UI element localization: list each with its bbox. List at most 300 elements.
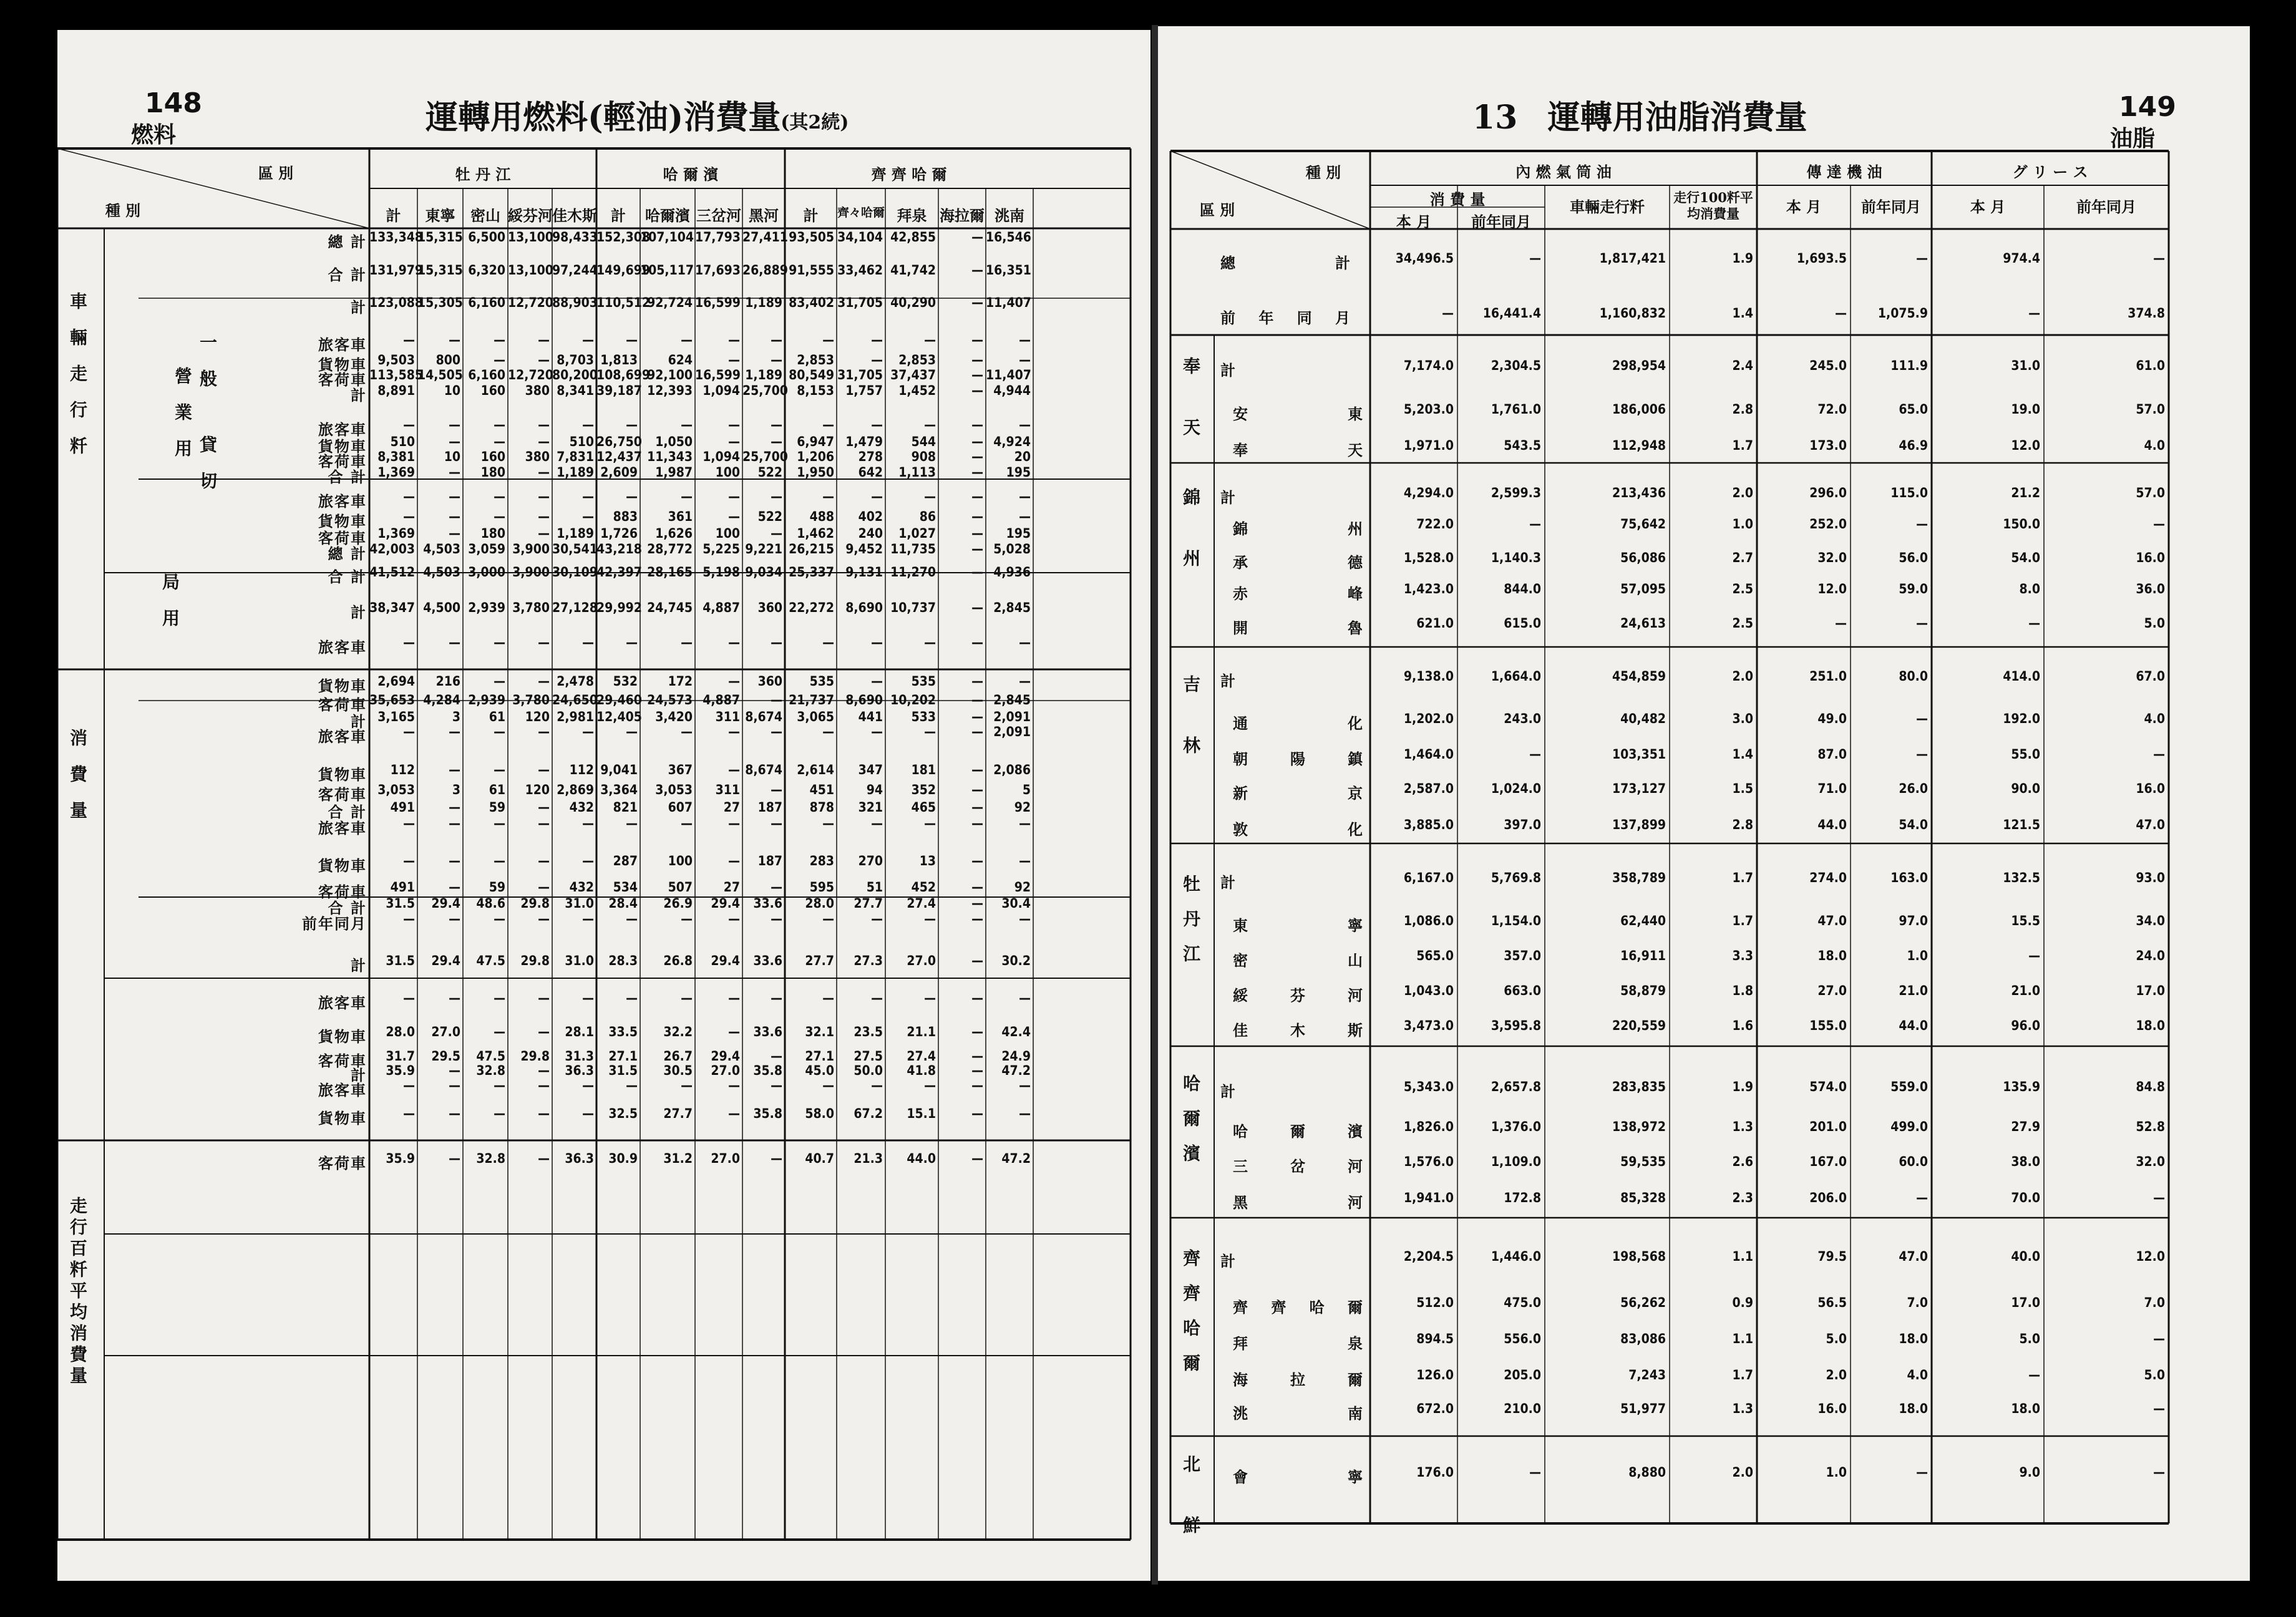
table-cell: 47.0 [2136, 817, 2165, 832]
row-label: 合 計 [328, 468, 367, 486]
table-cell: 29.4 [711, 1049, 740, 1064]
table-cell: 187 [757, 853, 782, 868]
table-cell: 1,075.9 [1877, 306, 1928, 321]
table-cell: — [2153, 1190, 2165, 1205]
table-cell: 6,167.0 [1403, 870, 1454, 885]
table-cell: — [728, 816, 740, 831]
table-cell: — [494, 417, 505, 432]
table-cell: — [822, 417, 834, 432]
table-cell: 1,189 [557, 465, 594, 480]
table-cell: — [1019, 1106, 1031, 1121]
table-cell: — [1916, 616, 1928, 631]
table-cell: 3,364 [600, 782, 638, 797]
table-cell: 3,595.8 [1491, 1018, 1541, 1033]
table-cell: 17,793 [695, 230, 741, 245]
table-cell: — [494, 1106, 505, 1121]
table-cell: — [681, 816, 693, 831]
table-cell: 29.4 [711, 896, 740, 911]
table-cell: 26.7 [663, 1049, 693, 1064]
table-cell: 29.8 [520, 953, 550, 968]
table-cell: 31.0 [565, 896, 594, 911]
table-cell: — [822, 635, 834, 650]
table-cell: 25,700 [742, 383, 788, 398]
table-cell: — [1019, 991, 1031, 1006]
table-cell: 57.0 [2136, 485, 2165, 500]
table-cell: 4,887 [703, 600, 740, 615]
table-cell: 2.0 [1732, 1465, 1753, 1480]
table-cell: 2,614 [797, 762, 834, 777]
table-cell: 9.0 [2019, 1465, 2040, 1480]
table-cell: 92 [1014, 800, 1031, 815]
table-cell: — [728, 434, 740, 449]
table-cell: — [1916, 251, 1928, 266]
table-cell: 1,826.0 [1403, 1119, 1454, 1134]
table-cell: 57,095 [1620, 581, 1666, 596]
table-cell: 28.4 [608, 896, 638, 911]
table-cell: 11,407 [986, 367, 1031, 382]
table-cell: 180 [480, 526, 505, 541]
table-cell: — [2028, 616, 2040, 631]
table-cell: 11,343 [647, 449, 693, 464]
table-cell: 12.0 [1817, 581, 1847, 596]
row-label: 旅客車 [318, 994, 367, 1012]
table-cell: 1.9 [1732, 1079, 1753, 1094]
table-cell: 201.0 [1809, 1119, 1847, 1134]
table-cell: 79.5 [1817, 1249, 1847, 1264]
table-cell: 1,094 [703, 449, 740, 464]
table-cell: 24,613 [1620, 616, 1666, 631]
table-cell: — [2028, 306, 2040, 321]
table-cell: 360 [757, 674, 782, 689]
table-cell: 18.0 [1899, 1331, 1928, 1346]
table-cell: 36.3 [565, 1063, 594, 1078]
table-cell: 4,944 [993, 383, 1031, 398]
table-cell: — [403, 1078, 415, 1093]
table-cell: 83,402 [789, 295, 834, 310]
table-cell: — [771, 692, 782, 707]
table-cell: 133,348 [369, 230, 424, 245]
table-cell: 35,653 [369, 692, 415, 707]
table-cell: 624 [668, 352, 693, 367]
table-cell: 25,700 [742, 449, 788, 464]
table-cell: — [681, 333, 693, 347]
table-cell: 31.5 [608, 1063, 638, 1078]
table-cell: 39,187 [596, 383, 642, 398]
table-cell: 1,086.0 [1403, 913, 1454, 928]
table-cell: — [403, 635, 415, 650]
table-cell: — [449, 991, 460, 1006]
table-cell: — [771, 526, 782, 541]
table-cell: 2.3 [1732, 1190, 1753, 1205]
table-cell: — [822, 911, 834, 926]
table-cell: 16.0 [2136, 550, 2165, 565]
table-cell: 31.0 [565, 953, 594, 968]
table-cell: — [771, 991, 782, 1006]
table-cell: 1,761.0 [1491, 402, 1541, 417]
table-cell: 894.5 [1416, 1331, 1454, 1346]
table-cell: 2.4 [1732, 358, 1753, 373]
table-cell: 3,885.0 [1403, 817, 1454, 832]
table-cell: 544 [911, 434, 936, 449]
table-cell: 1,189 [745, 367, 782, 382]
table-cell: — [681, 991, 693, 1006]
table-cell: 9,452 [845, 541, 883, 556]
table-cell: — [971, 449, 983, 464]
table-cell: 110,512 [596, 295, 651, 310]
table-cell: 27.0 [1817, 983, 1847, 998]
region-label: 哈爾濱 [1180, 1074, 1201, 1179]
column-header: 三岔河 [696, 206, 741, 225]
table-cell: 9,131 [845, 565, 883, 580]
table-cell: 40.7 [805, 1151, 834, 1166]
table-cell: 100 [668, 853, 693, 868]
table-cell: — [771, 489, 782, 504]
row-label: 旅客車 [318, 1081, 367, 1099]
table-cell: 27.7 [854, 896, 883, 911]
table-cell: 41,742 [890, 263, 936, 278]
table-cell: 1,528.0 [1403, 550, 1454, 565]
table-cell: 29.8 [520, 1049, 550, 1064]
table-cell: 10 [444, 449, 460, 464]
table-cell: 17,693 [695, 263, 741, 278]
table-cell: 12,393 [647, 383, 693, 398]
table-cell: 120 [525, 709, 550, 724]
table-cell: 1,043.0 [1403, 983, 1454, 998]
table-cell: 1,369 [377, 465, 415, 480]
row-label: 合 計 [328, 803, 367, 821]
table-cell: 361 [668, 509, 693, 524]
table-cell: 27.4 [907, 896, 936, 911]
column-header: 黑河 [749, 206, 779, 225]
table-cell: 1.7 [1732, 870, 1753, 885]
table-cell: 216 [435, 674, 460, 689]
table-cell: — [582, 991, 594, 1006]
table-cell: — [538, 434, 550, 449]
table-cell: — [449, 465, 460, 480]
table-cell: 4.0 [2144, 438, 2165, 453]
table-cell: — [494, 509, 505, 524]
table-cell: 821 [613, 800, 638, 815]
table-cell: — [971, 417, 983, 432]
left-page [57, 30, 1150, 1581]
table-cell: 8.0 [2019, 581, 2040, 596]
table-cell: — [494, 1078, 505, 1093]
table-cell: 298,954 [1612, 358, 1666, 373]
table-cell: 2,086 [993, 762, 1031, 777]
table-cell: 1,813 [600, 352, 638, 367]
table-cell: — [449, 911, 460, 926]
table-cell: 3 [452, 709, 460, 724]
row-label: 總 計 [328, 233, 367, 251]
table-cell: — [771, 635, 782, 650]
column-header: 哈爾濱 [645, 206, 690, 225]
table-cell: 28.0 [386, 1024, 415, 1039]
table-cell: 115.0 [1890, 485, 1928, 500]
table-cell: — [1916, 711, 1928, 726]
row-label: 東 寧 [1233, 916, 1364, 935]
column-header: 海拉爾 [940, 206, 985, 225]
table-cell: 107,104 [640, 230, 694, 245]
table-cell: 1,971.0 [1403, 438, 1454, 453]
table-cell: 11,270 [890, 565, 936, 580]
table-cell: 26.9 [663, 896, 693, 911]
title-text: 運轉用燃料(輕油)消費量 [426, 99, 781, 137]
table-cell: 113,585 [369, 367, 424, 382]
table-cell: — [494, 911, 505, 926]
table-cell: 60.0 [1899, 1154, 1928, 1169]
table-cell: 534 [613, 880, 638, 895]
table-cell: 4,503 [423, 541, 460, 556]
table-cell: 1,376.0 [1491, 1119, 1541, 1134]
table-cell: — [1916, 747, 1928, 762]
table-cell: 26,750 [596, 434, 642, 449]
title-text: 運轉用油脂消費量 [1547, 99, 1807, 137]
table-cell: 27.5 [854, 1049, 883, 1064]
table-cell: — [871, 417, 883, 432]
table-cell: 31,705 [837, 367, 883, 382]
table-cell: 4,936 [993, 565, 1031, 580]
region-label: 北鮮 [1180, 1455, 1201, 1577]
table-cell: 8,690 [845, 600, 883, 615]
table-cell: — [494, 816, 505, 831]
table-cell: 85,328 [1620, 1190, 1666, 1205]
table-cell: 1.3 [1732, 1401, 1753, 1416]
table-cell: 26,889 [742, 263, 788, 278]
column-header: 綏芬河 [508, 206, 553, 225]
table-cell: — [971, 383, 983, 398]
table-cell: — [2153, 251, 2165, 266]
table-cell: 27.9 [2011, 1119, 2040, 1134]
table-cell: — [538, 911, 550, 926]
table-cell: 9,138.0 [1403, 669, 1454, 684]
row-label: 貨物車 [318, 1109, 367, 1127]
table-cell: — [681, 489, 693, 504]
table-cell: 722.0 [1416, 517, 1454, 532]
row-label: 計 [1220, 361, 1237, 379]
table-cell: — [771, 782, 782, 797]
table-cell: 32.2 [663, 1024, 693, 1039]
table-cell: — [771, 880, 782, 895]
table-cell: — [2153, 1401, 2165, 1416]
table-cell: 432 [569, 800, 594, 815]
table-cell: 559.0 [1890, 1079, 1928, 1094]
title-note: (其2続) [781, 112, 849, 134]
table-cell: — [626, 1078, 638, 1093]
table-cell: 90.0 [2011, 781, 2040, 796]
table-cell: 149,699 [596, 263, 651, 278]
table-cell: 93,505 [789, 230, 834, 245]
table-cell: — [771, 724, 782, 739]
table-cell: 51,977 [1620, 1401, 1666, 1416]
table-cell: — [971, 263, 983, 278]
table-cell: 24,745 [647, 600, 693, 615]
table-cell: 155.0 [1809, 1018, 1847, 1033]
table-cell: 160 [480, 383, 505, 398]
table-cell: 352 [911, 782, 936, 797]
table-cell: 9,221 [745, 541, 782, 556]
table-cell: 105,117 [640, 263, 694, 278]
table-cell: 3 [452, 782, 460, 797]
table-cell: 72.0 [1817, 402, 1847, 417]
table-cell: 12,720 [508, 295, 553, 310]
table-cell: 54.0 [1899, 817, 1928, 832]
table-cell: — [626, 911, 638, 926]
table-cell: 3,473.0 [1403, 1018, 1454, 1033]
table-cell: 1,664.0 [1491, 669, 1541, 684]
table-cell: 5.0 [2144, 616, 2165, 631]
table-cell: 2.8 [1732, 817, 1753, 832]
column-header: 拜泉 [897, 206, 927, 225]
table-cell: — [971, 1078, 983, 1093]
table-cell: — [681, 724, 693, 739]
table-cell: 1,576.0 [1403, 1154, 1454, 1169]
table-cell: — [1529, 1465, 1541, 1480]
table-cell: 451 [809, 782, 834, 797]
table-cell: 26.8 [663, 953, 693, 968]
table-cell: 31.0 [2011, 358, 2040, 373]
table-cell: — [449, 635, 460, 650]
table-cell: 1,941.0 [1403, 1190, 1454, 1205]
table-cell: — [1019, 352, 1031, 367]
table-cell: — [971, 674, 983, 689]
table-cell: 17.0 [2011, 1295, 2040, 1310]
table-cell: 367 [668, 762, 693, 777]
table-cell: — [971, 762, 983, 777]
table-cell: — [971, 911, 983, 926]
table-cell: — [538, 1024, 550, 1039]
table-cell: — [582, 509, 594, 524]
column-group-header: 傳 達 機 油 [1806, 163, 1882, 181]
table-cell: 59,535 [1620, 1154, 1666, 1169]
table-cell: 54.0 [2011, 550, 2040, 565]
table-cell: — [403, 417, 415, 432]
table-cell: 1.0 [1907, 948, 1928, 963]
row-label: 計 [1220, 1252, 1237, 1270]
table-cell: — [971, 465, 983, 480]
table-cell: 4,924 [993, 434, 1031, 449]
column-header: 佳木斯 [552, 206, 597, 225]
corner-label-top: 區 別 [258, 164, 294, 182]
table-cell: — [626, 816, 638, 831]
table-cell: — [538, 489, 550, 504]
table-cell: 28.3 [608, 953, 638, 968]
table-cell: 574.0 [1809, 1079, 1847, 1094]
row-label: 客荷車 [318, 1154, 367, 1172]
table-cell: 47.5 [476, 953, 505, 968]
table-cell: 33.6 [753, 953, 782, 968]
row-label: 前年同月 [302, 915, 367, 933]
table-cell: — [538, 417, 550, 432]
table-cell: — [971, 434, 983, 449]
table-cell: 38.0 [2011, 1154, 2040, 1169]
table-cell: — [403, 911, 415, 926]
table-cell: 38,347 [369, 600, 415, 615]
row-label: 佳 木 斯 [1233, 1021, 1364, 1039]
table-cell: 86 [919, 509, 936, 524]
table-cell: 974.4 [2003, 251, 2040, 266]
row-label: 旅客車 [318, 336, 367, 354]
table-cell: — [1019, 417, 1031, 432]
table-cell: 29.5 [431, 1049, 460, 1064]
table-cell: — [2153, 517, 2165, 532]
table-cell: — [771, 352, 782, 367]
table-cell: — [771, 1078, 782, 1093]
table-cell: — [728, 489, 740, 504]
table-cell: 35.9 [386, 1151, 415, 1166]
table-cell: 172 [668, 674, 693, 689]
table-cell: 16,546 [986, 230, 1031, 245]
table-cell: 42,397 [596, 565, 642, 580]
table-cell: 75,642 [1620, 517, 1666, 532]
table-cell: — [1019, 489, 1031, 504]
table-cell: 1.7 [1732, 1367, 1753, 1382]
table-cell: 2,939 [468, 600, 505, 615]
table-cell: 103,351 [1612, 747, 1666, 762]
table-cell: 167.0 [1809, 1154, 1847, 1169]
table-cell: 121.5 [2003, 817, 2040, 832]
table-cell: 32.0 [1817, 550, 1847, 565]
table-cell: 206.0 [1809, 1190, 1847, 1205]
table-cell: 1.3 [1732, 1119, 1753, 1134]
page-number: 148 [145, 87, 202, 119]
table-cell: — [728, 762, 740, 777]
table-cell: — [494, 635, 505, 650]
table-cell: 7.0 [2144, 1295, 2165, 1310]
table-cell: 1.5 [1732, 781, 1753, 796]
table-cell: 2,694 [377, 674, 415, 689]
title-number: 13 [1472, 99, 1518, 137]
table-cell: 80.0 [1899, 669, 1928, 684]
table-cell: 6,500 [468, 230, 505, 245]
row-label: 客荷車 [318, 883, 367, 901]
table-cell: 3.3 [1732, 948, 1753, 963]
table-cell: 465 [911, 800, 936, 815]
row-label: 貨物車 [318, 356, 367, 374]
table-cell: — [538, 1063, 550, 1078]
table-cell: — [494, 489, 505, 504]
table-cell: 2,939 [468, 692, 505, 707]
table-cell: — [728, 417, 740, 432]
table-cell: 8,690 [845, 692, 883, 707]
row-label: 旅客車 [318, 420, 367, 439]
row-label: 計 [1220, 873, 1237, 891]
table-cell: 18.0 [1899, 1401, 1928, 1416]
table-cell: 173.0 [1809, 438, 1847, 453]
column-group-header: 齊 齊 哈 爾 [871, 165, 947, 183]
table-cell: 8,674 [745, 762, 782, 777]
table-cell: 17.0 [2136, 983, 2165, 998]
table-cell: 10 [444, 383, 460, 398]
table-cell: — [971, 1063, 983, 1078]
table-cell: — [924, 724, 936, 739]
table-cell: 42,855 [890, 230, 936, 245]
table-cell: 5.0 [1826, 1331, 1847, 1346]
row-label: 貨物車 [318, 437, 367, 455]
table-cell: 491 [390, 880, 415, 895]
table-cell: 522 [757, 465, 782, 480]
row-label: 朝 陽 鎮 [1233, 750, 1364, 768]
table-cell: 4,887 [703, 692, 740, 707]
table-cell: — [871, 724, 883, 739]
table-cell: 454,859 [1612, 669, 1666, 684]
table-cell: — [449, 1151, 460, 1166]
table-cell: — [822, 991, 834, 1006]
table-cell: 621.0 [1416, 616, 1454, 631]
table-cell: 27.4 [907, 1049, 936, 1064]
table-cell: — [582, 911, 594, 926]
table-cell: 1.0 [1732, 517, 1753, 532]
table-cell: — [494, 991, 505, 1006]
